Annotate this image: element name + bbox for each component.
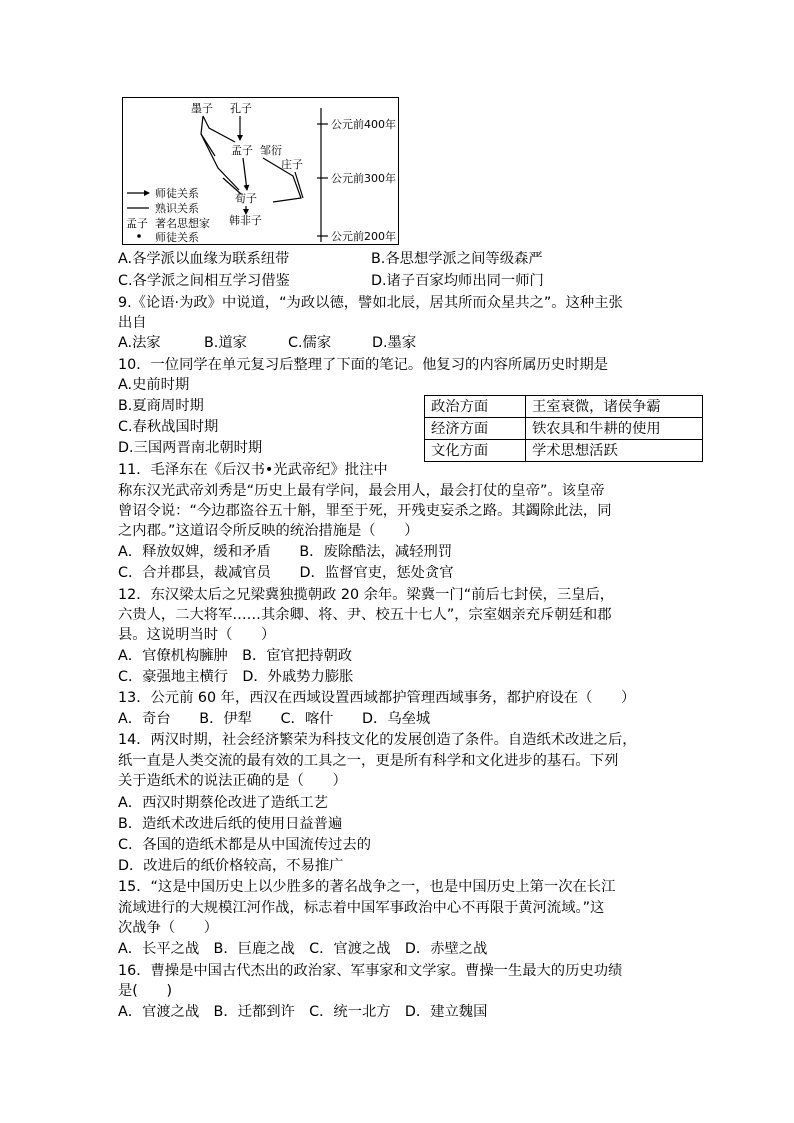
timeline-axis: [317, 108, 328, 242]
legend-acquaintance: 熟识关系: [155, 202, 199, 215]
q16-stem-line-1: 16．曹操是中国古代杰出的政治家、军事家和文学家。曹操一生最大的历史功绩: [118, 963, 623, 979]
q8-options-row-2: [118, 271, 544, 291]
table-cell: 王室衰微，诸侯争霸: [526, 396, 703, 418]
table-cell: 文化方面: [425, 440, 526, 462]
name-hanfeizi: 韩非子: [229, 214, 262, 227]
table-row: [425, 396, 703, 418]
q8-option-b: B.各思想学派之间等级森严: [371, 251, 543, 267]
table-cell: 铁农具和牛耕的使用: [526, 418, 703, 440]
q12-options-ab: A．官僚机构臃肿 B．宦官把持朝政: [118, 648, 353, 664]
timeline-label-300bc: 公元前300年: [331, 172, 396, 185]
q10-stem: 10．一位同学在单元复习后整理了下面的笔记。他复习的内容所属历史时期是: [118, 357, 608, 373]
q11-stem-line-1: 11．毛泽东在《后汉书•光武帝纪》批注中: [118, 462, 388, 478]
q8-option-d: D.诸子百家均师出同一师门: [371, 273, 544, 289]
q9-option-c: C.儒家: [288, 335, 332, 351]
q12-stem-line-3: 县。这说明当时（ ）: [118, 627, 276, 643]
q12-stem-line-1: 12．东汉梁太后之兄梁冀独揽朝政 20 余年。梁冀一门“前后七封侯，三皇后，: [118, 587, 615, 603]
q9-option-b: B.道家: [204, 335, 247, 351]
legend-teacher-student: 师徒关系: [155, 187, 199, 200]
q15-stem-line-3: 次战争（ ）: [118, 920, 219, 936]
q15-stem-line-1: 15．“这是中国历史上以少胜多的著名战争之一，也是中国历史上第一次在长江: [118, 879, 616, 895]
q14-stem-line-3: 关于造纸术的说法正确的是（ ）: [118, 773, 347, 789]
q13-options: A．奇台 B．伊犁 C．喀什 D．乌垒城: [118, 711, 431, 727]
legend-famous-thinker: 著名思想家: [155, 217, 210, 230]
table-row: [425, 418, 703, 440]
thinkers-relationship-figure: [122, 97, 399, 245]
q10-option-b: B.夏商周时期: [118, 398, 204, 414]
name-mengzi: 孟子: [231, 144, 253, 157]
q8-option-c: C.各学派之间相互学习借鉴: [118, 273, 290, 289]
q11-options-cd: C．合并郡县，裁减官员 D．监督官吏，惩处贪官: [118, 565, 454, 581]
q11-stem-line-4: 之内郡。”这道诏令所反映的统治措施是（ ）: [118, 523, 419, 539]
name-zhuangzi: 庄子: [281, 158, 303, 171]
q9-stem-line-2: 出自: [118, 315, 147, 331]
q16-options: A．官渡之战 B．迁都到许 C．统一北方 D．建立魏国: [118, 1004, 488, 1020]
q9-stem-line-1: 9.《论语·为政》中说道，“为政以德，譬如北辰，居其所而众星共之”。这种主张: [118, 295, 623, 311]
name-zouyan: 邹衍: [260, 144, 282, 157]
relationship-diagram: [123, 98, 400, 246]
q12-options-cd: C．豪强地主横行 D．外戚势力膨胀: [118, 669, 354, 685]
name-kongzi: 孔子: [230, 102, 252, 115]
table-cell: 政治方面: [425, 396, 526, 418]
legend-teacher-student-2: 师徒关系: [155, 231, 199, 244]
q14-option-d: D．改进后的纸价格较高，不易推广: [118, 858, 344, 874]
q14-stem-line-2: 纸一直是人类交流的最有效的工具之一，更是所有科学和文化进步的基石。下列: [118, 753, 619, 769]
q8-options-row-1: [118, 249, 543, 269]
q14-option-b: B．造纸术改进后纸的使用日益普遍: [118, 816, 343, 832]
legend-key-name: 孟子: [126, 217, 148, 230]
table-cell: 学术思想活跃: [526, 440, 703, 462]
timeline-label-200bc: 公元前200年: [331, 230, 396, 243]
q15-options: A．长平之战 B．巨鹿之战 C．官渡之战 D．赤壁之战: [118, 941, 488, 957]
q13-stem: 13．公元前 60 年，西汉在西域设置西域都护管理西域事务，都护府设在（ ）: [118, 690, 636, 706]
q14-option-a: A．西汉时期蔡伦改进了造纸工艺: [118, 795, 328, 811]
name-mozi: 墨子: [191, 102, 213, 115]
q11-stem-line-2: 称东汉光武帝刘秀是“历史上最有学问，最会用人，最会打仗的皇帝”。该皇帝: [118, 483, 605, 499]
q10-option-a: A.史前时期: [118, 377, 190, 393]
timeline-label-400bc: 公元前400年: [331, 118, 396, 131]
table-row: [425, 440, 703, 462]
name-xunzi: 荀子: [235, 192, 257, 205]
q9-option-d: D.墨家: [372, 335, 417, 351]
q10-option-c: C.春秋战国时期: [118, 419, 219, 435]
q10-option-d: D.三国两晋南北朝时期: [118, 440, 263, 456]
q16-stem-line-2: 是( ): [118, 983, 173, 999]
q9-option-a: A.法家: [118, 335, 161, 351]
q14-option-c: C．各国的造纸术都是从中国流传过去的: [118, 837, 372, 853]
q12-stem-line-2: 六贵人，二大将军……其余卿、将、尹、校五十七人”，宗室姻亲充斥朝廷和郡: [118, 607, 612, 623]
q11-options-ab: A．释放奴婢，缓和矛盾 B．废除酷法，减轻刑罚: [118, 544, 453, 560]
q9-options: [118, 333, 417, 353]
q11-stem-line-3: 曾诏令说：“今边郡盗谷五十斛，罪至于死，开残吏妄杀之路。其蠲除此法，同: [118, 503, 612, 519]
figure-legend: [126, 186, 210, 244]
legend-dot-swatch: [137, 234, 141, 238]
q8-option-a: A.各学派以血缘为联系纽带: [118, 251, 290, 267]
table-cell: 经济方面: [425, 418, 526, 440]
q15-stem-line-2: 流域进行的大规模江河作战，标志着中国军事政治中心不再限于黄河流域。”这: [118, 900, 605, 916]
notes-table: [424, 395, 703, 462]
q14-stem-line-1: 14．两汉时期，社会经济繁荣为科技文化的发展创造了条件。自造纸术改进之后，: [118, 732, 637, 748]
